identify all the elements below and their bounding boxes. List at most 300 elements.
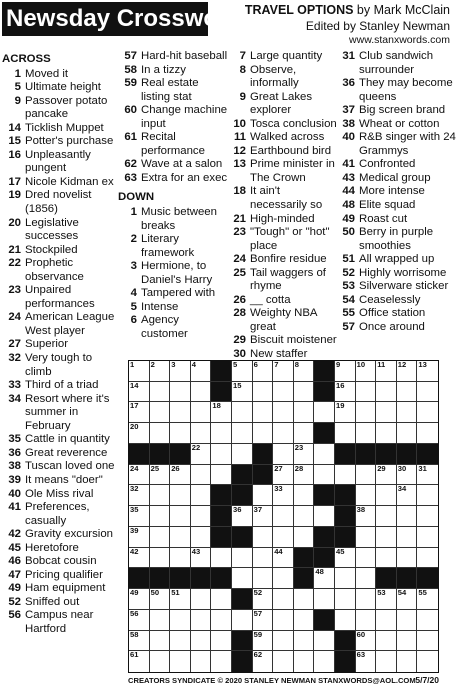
grid-square-number: 45 xyxy=(336,546,345,556)
grid-square[interactable] xyxy=(129,527,150,548)
grid-square[interactable] xyxy=(376,589,397,610)
grid-square[interactable] xyxy=(397,506,418,527)
grid-square[interactable] xyxy=(211,610,232,631)
grid-square[interactable] xyxy=(150,651,171,672)
grid-square[interactable] xyxy=(232,402,253,423)
grid-square[interactable] xyxy=(356,423,377,444)
down-heading: DOWN xyxy=(118,191,155,204)
grid-square[interactable] xyxy=(150,465,171,486)
grid-square[interactable] xyxy=(129,361,150,382)
grid-square[interactable] xyxy=(356,527,377,548)
grid-block xyxy=(253,444,274,465)
grid-square[interactable] xyxy=(294,423,315,444)
grid-square[interactable] xyxy=(294,361,315,382)
puzzle-editor: Edited by Stanley Newman xyxy=(305,19,450,33)
grid-square[interactable] xyxy=(335,548,356,569)
grid-square[interactable] xyxy=(170,548,191,569)
grid-square[interactable] xyxy=(273,444,294,465)
grid-square[interactable] xyxy=(397,651,418,672)
grid-square[interactable] xyxy=(335,589,356,610)
grid-square[interactable] xyxy=(232,361,253,382)
grid-square[interactable] xyxy=(170,402,191,423)
clue-text: Office station xyxy=(359,307,426,320)
grid-square[interactable] xyxy=(294,444,315,465)
across-clue-40 xyxy=(2,488,118,502)
down-clue-list-continued xyxy=(227,50,339,362)
across-clue-52 xyxy=(2,596,118,610)
grid-square[interactable] xyxy=(335,610,356,631)
grid-square[interactable] xyxy=(417,465,438,486)
clue-number: 5 xyxy=(14,81,21,94)
grid-square-number: 13 xyxy=(418,360,427,369)
clue-text: Potter's purchase xyxy=(25,135,114,148)
grid-square[interactable] xyxy=(376,402,397,423)
grid-square[interactable] xyxy=(417,589,438,610)
grid-square[interactable] xyxy=(314,631,335,652)
grid-square[interactable] xyxy=(150,361,171,382)
clue-number: 24 xyxy=(233,253,246,266)
clue-number: 28 xyxy=(233,307,246,320)
grid-square[interactable] xyxy=(211,651,232,672)
across-clue-49 xyxy=(2,582,118,596)
grid-square[interactable] xyxy=(376,527,397,548)
across-clue-35 xyxy=(2,433,118,447)
grid-square[interactable] xyxy=(191,402,212,423)
clue-number: 45 xyxy=(8,541,21,554)
grid-square[interactable] xyxy=(376,610,397,631)
grid-square[interactable] xyxy=(417,382,438,403)
clue-text: Walked across xyxy=(250,131,325,144)
across-clue-list xyxy=(2,68,118,637)
across-clue-15 xyxy=(2,135,118,149)
clue-text: __ cotta xyxy=(250,293,291,306)
grid-square[interactable] xyxy=(129,423,150,444)
grid-block xyxy=(150,444,171,465)
grid-square[interactable] xyxy=(376,548,397,569)
grid-square[interactable] xyxy=(211,444,232,465)
grid-square[interactable] xyxy=(417,651,438,672)
grid-block xyxy=(314,485,335,506)
grid-square[interactable] xyxy=(191,651,212,672)
clue-text: Extra for an exec xyxy=(141,171,228,184)
grid-square[interactable] xyxy=(397,527,418,548)
grid-square[interactable] xyxy=(211,402,232,423)
grid-square[interactable] xyxy=(314,402,335,423)
grid-square[interactable] xyxy=(150,589,171,610)
grid-square[interactable] xyxy=(335,568,356,589)
clue-number: 41 xyxy=(342,158,355,171)
clue-number: 13 xyxy=(233,158,246,171)
clue-text: Berry in purple smoothies xyxy=(359,226,434,252)
clue-text: Third of a triad xyxy=(25,379,99,392)
grid-square[interactable] xyxy=(211,589,232,610)
grid-square[interactable] xyxy=(376,631,397,652)
grid-square[interactable] xyxy=(191,631,212,652)
grid-square[interactable] xyxy=(170,465,191,486)
grid-square[interactable] xyxy=(397,631,418,652)
grid-square[interactable] xyxy=(294,589,315,610)
down-clue-54 xyxy=(336,294,456,308)
grid-square[interactable] xyxy=(191,589,212,610)
grid-square[interactable] xyxy=(314,568,335,589)
grid-square[interactable] xyxy=(191,610,212,631)
grid-square[interactable] xyxy=(356,651,377,672)
grid-square[interactable] xyxy=(294,610,315,631)
across-clue-22 xyxy=(2,257,118,284)
grid-square[interactable] xyxy=(232,506,253,527)
grid-block xyxy=(232,527,253,548)
grid-square[interactable] xyxy=(294,631,315,652)
grid-square[interactable] xyxy=(273,527,294,548)
grid-square[interactable] xyxy=(314,506,335,527)
grid-square[interactable] xyxy=(253,361,274,382)
grid-square-number: 2 xyxy=(150,360,155,369)
grid-square[interactable] xyxy=(397,402,418,423)
grid-square[interactable] xyxy=(170,423,191,444)
grid-square[interactable] xyxy=(335,361,356,382)
clue-text: Observe, informally xyxy=(250,63,299,90)
grid-square[interactable] xyxy=(191,382,212,403)
clue-number: 23 xyxy=(8,284,21,297)
grid-square[interactable] xyxy=(335,402,356,423)
grid-square[interactable] xyxy=(232,423,253,444)
grid-square[interactable] xyxy=(273,423,294,444)
grid-square[interactable] xyxy=(417,610,438,631)
clue-text: All wrapped up xyxy=(359,253,435,266)
grid-square[interactable] xyxy=(356,382,377,403)
grid-square[interactable] xyxy=(356,361,377,382)
across-clue-41 xyxy=(2,501,118,528)
clue-number: 37 xyxy=(342,104,355,117)
clue-text: Biscuit moistener xyxy=(250,334,337,347)
grid-square-number: 29 xyxy=(377,463,386,473)
grid-square[interactable] xyxy=(273,382,294,403)
grid-square[interactable] xyxy=(191,444,212,465)
clue-number: 34 xyxy=(8,392,21,405)
grid-square[interactable] xyxy=(253,568,274,589)
clue-number: 47 xyxy=(8,568,21,581)
grid-square[interactable] xyxy=(129,402,150,423)
grid-square[interactable] xyxy=(150,548,171,569)
grid-square[interactable] xyxy=(356,631,377,652)
grid-square[interactable] xyxy=(129,651,150,672)
clue-number: 38 xyxy=(342,117,355,130)
grid-square[interactable] xyxy=(150,423,171,444)
grid-square[interactable] xyxy=(150,485,171,506)
across-clue-59 xyxy=(118,77,228,104)
grid-block xyxy=(356,444,377,465)
clue-text: Pricing qualifier xyxy=(25,568,103,581)
clue-number: 40 xyxy=(8,487,21,500)
clue-number: 62 xyxy=(124,158,137,171)
clue-text: Tosca conclusion xyxy=(250,117,337,130)
grid-square[interactable] xyxy=(417,527,438,548)
grid-square[interactable] xyxy=(273,402,294,423)
grid-square[interactable] xyxy=(191,527,212,548)
grid-square[interactable] xyxy=(273,548,294,569)
grid-square[interactable] xyxy=(314,589,335,610)
grid-square-number: 10 xyxy=(356,360,366,369)
grid-block xyxy=(335,485,356,506)
grid-square[interactable] xyxy=(129,465,150,486)
grid-square[interactable] xyxy=(376,465,397,486)
grid-square[interactable] xyxy=(191,485,212,506)
grid-square[interactable] xyxy=(170,610,191,631)
grid-square[interactable] xyxy=(356,506,377,527)
grid-square[interactable] xyxy=(232,444,253,465)
grid-square[interactable] xyxy=(356,465,377,486)
puzzle-title-line xyxy=(245,3,450,17)
clue-number: 57 xyxy=(124,50,137,62)
clue-number: 11 xyxy=(233,131,246,144)
grid-square[interactable] xyxy=(397,423,418,444)
grid-square[interactable] xyxy=(211,548,232,569)
clue-text: It ain't necessarily so xyxy=(250,185,323,212)
grid-square[interactable] xyxy=(397,548,418,569)
grid-square[interactable] xyxy=(273,631,294,652)
grid-square[interactable] xyxy=(150,631,171,652)
grid-block xyxy=(211,527,232,548)
down-clue-list xyxy=(118,206,228,341)
grid-square[interactable] xyxy=(417,631,438,652)
clue-text: More intense xyxy=(359,185,425,198)
grid-square[interactable] xyxy=(417,548,438,569)
grid-block xyxy=(232,631,253,652)
grid-square[interactable] xyxy=(273,589,294,610)
grid-square[interactable] xyxy=(253,548,274,569)
grid-square[interactable] xyxy=(397,465,418,486)
down-clue-24 xyxy=(227,253,339,267)
grid-square[interactable] xyxy=(335,465,356,486)
across-clue-61 xyxy=(118,131,228,158)
grid-square[interactable] xyxy=(356,610,377,631)
grid-square[interactable] xyxy=(335,382,356,403)
down-clue-12 xyxy=(227,145,339,159)
down-clue-5 xyxy=(118,301,228,315)
clue-number: 24 xyxy=(8,311,21,324)
grid-square[interactable] xyxy=(150,610,171,631)
grid-square[interactable] xyxy=(417,361,438,382)
clue-number: 2 xyxy=(130,233,137,246)
grid-square[interactable] xyxy=(253,527,274,548)
clue-number: 9 xyxy=(239,90,246,103)
grid-block xyxy=(232,465,253,486)
clue-number: 5 xyxy=(130,300,137,313)
clue-text: Superior xyxy=(25,338,69,351)
down-clue-6 xyxy=(118,314,228,341)
grid-block xyxy=(294,568,315,589)
grid-square[interactable] xyxy=(314,651,335,672)
grid-square[interactable] xyxy=(273,651,294,672)
grid-square[interactable] xyxy=(150,527,171,548)
grid-square[interactable] xyxy=(232,568,253,589)
grid-square[interactable] xyxy=(376,506,397,527)
grid-square[interactable] xyxy=(253,402,274,423)
grid-square[interactable] xyxy=(417,485,438,506)
grid-square[interactable] xyxy=(397,610,418,631)
across-clue-19 xyxy=(2,189,118,216)
clue-text: Ticklish Muppet xyxy=(25,121,104,134)
grid-block xyxy=(170,444,191,465)
grid-square[interactable] xyxy=(129,485,150,506)
clue-number: 60 xyxy=(124,104,137,117)
grid-square[interactable] xyxy=(191,506,212,527)
grid-square[interactable] xyxy=(417,423,438,444)
grid-square[interactable] xyxy=(273,610,294,631)
grid-square[interactable] xyxy=(376,651,397,672)
clue-text: They may become queens xyxy=(359,77,453,103)
grid-block xyxy=(314,361,335,382)
puzzle-author: by Mark McClain xyxy=(356,3,450,17)
clue-number: 54 xyxy=(342,293,355,306)
grid-square[interactable] xyxy=(273,485,294,506)
grid-square[interactable] xyxy=(273,568,294,589)
grid-square[interactable] xyxy=(294,651,315,672)
grid-square[interactable] xyxy=(232,610,253,631)
grid-square[interactable] xyxy=(417,506,438,527)
grid-square[interactable] xyxy=(356,485,377,506)
grid-square-number: 36 xyxy=(233,505,242,515)
clue-number: 10 xyxy=(233,117,246,130)
grid-square[interactable] xyxy=(253,485,274,506)
grid-square[interactable] xyxy=(150,506,171,527)
clue-text: Literary framework xyxy=(141,233,195,259)
grid-square[interactable] xyxy=(417,402,438,423)
grid-square[interactable] xyxy=(397,589,418,610)
grid-square[interactable] xyxy=(294,465,315,486)
grid-square[interactable] xyxy=(232,548,253,569)
grid-square-number: 55 xyxy=(418,588,427,598)
grid-square[interactable] xyxy=(129,610,150,631)
across-clue-16 xyxy=(2,149,118,176)
grid-square-number: 30 xyxy=(397,463,407,473)
clue-number: 36 xyxy=(8,446,21,459)
clue-number: 14 xyxy=(8,121,21,134)
grid-block xyxy=(335,506,356,527)
grid-square[interactable] xyxy=(129,382,150,403)
grid-square[interactable] xyxy=(314,444,335,465)
grid-square[interactable] xyxy=(170,527,191,548)
grid-square[interactable] xyxy=(253,506,274,527)
grid-square[interactable] xyxy=(150,402,171,423)
grid-square[interactable] xyxy=(294,402,315,423)
grid-square[interactable] xyxy=(397,361,418,382)
grid-square[interactable] xyxy=(356,589,377,610)
grid-square[interactable] xyxy=(150,382,171,403)
grid-square[interactable] xyxy=(232,382,253,403)
grid-square[interactable] xyxy=(253,631,274,652)
grid-square[interactable] xyxy=(129,631,150,652)
across-clue-9 xyxy=(2,95,118,122)
across-clue-45 xyxy=(2,542,118,556)
clue-number: 8 xyxy=(239,63,246,76)
grid-square-number: 18 xyxy=(212,401,221,411)
grid-square[interactable] xyxy=(129,548,150,569)
grid-square-number: 4 xyxy=(191,360,197,369)
clue-number: 6 xyxy=(130,314,137,327)
clue-number: 21 xyxy=(8,243,21,256)
grid-square[interactable] xyxy=(273,506,294,527)
grid-square[interactable] xyxy=(170,361,191,382)
grid-square[interactable] xyxy=(211,465,232,486)
grid-square[interactable] xyxy=(129,506,150,527)
grid-square[interactable] xyxy=(129,589,150,610)
grid-square[interactable] xyxy=(170,631,191,652)
clue-number: 21 xyxy=(233,212,246,225)
grid-square[interactable] xyxy=(376,382,397,403)
grid-square[interactable] xyxy=(191,423,212,444)
grid-square[interactable] xyxy=(294,527,315,548)
grid-square[interactable] xyxy=(253,423,274,444)
grid-square[interactable] xyxy=(211,423,232,444)
grid-square[interactable] xyxy=(253,651,274,672)
grid-square[interactable] xyxy=(253,589,274,610)
crossword-grid xyxy=(128,360,439,673)
clue-text: Hermione, to Daniel's Harry xyxy=(141,260,213,286)
grid-square[interactable] xyxy=(397,485,418,506)
down-clue-10 xyxy=(227,118,339,132)
clue-number: 56 xyxy=(8,609,21,622)
grid-square[interactable] xyxy=(376,485,397,506)
clue-text: Earthbound bird xyxy=(250,144,332,157)
grid-square[interactable] xyxy=(273,465,294,486)
grid-square[interactable] xyxy=(253,382,274,403)
grid-square[interactable] xyxy=(294,506,315,527)
grid-square[interactable] xyxy=(191,465,212,486)
across-clue-32 xyxy=(2,352,118,379)
grid-square[interactable] xyxy=(253,610,274,631)
down-clue-53 xyxy=(336,280,456,294)
grid-block xyxy=(211,506,232,527)
grid-square[interactable] xyxy=(356,548,377,569)
grid-square[interactable] xyxy=(314,465,335,486)
grid-square[interactable] xyxy=(191,361,212,382)
clue-text: Bobcat cousin xyxy=(25,555,97,568)
clue-number: 32 xyxy=(8,352,21,365)
grid-square[interactable] xyxy=(170,589,191,610)
grid-square[interactable] xyxy=(294,485,315,506)
grid-square[interactable] xyxy=(356,568,377,589)
grid-square[interactable] xyxy=(191,548,212,569)
across-clue-24 xyxy=(2,311,118,338)
grid-square[interactable] xyxy=(376,423,397,444)
grid-square[interactable] xyxy=(170,506,191,527)
grid-square[interactable] xyxy=(170,382,191,403)
grid-square[interactable] xyxy=(397,382,418,403)
grid-square[interactable] xyxy=(335,423,356,444)
grid-block xyxy=(314,382,335,403)
grid-square[interactable] xyxy=(376,361,397,382)
grid-square[interactable] xyxy=(273,361,294,382)
clue-number: 52 xyxy=(342,266,355,279)
clue-text: Big screen brand xyxy=(359,104,446,117)
down-clue-49 xyxy=(336,213,456,227)
clue-number: 49 xyxy=(8,582,21,595)
clue-text: Moved it xyxy=(25,67,69,80)
clue-number: 12 xyxy=(233,144,246,157)
down-clue-18 xyxy=(227,185,339,212)
clue-number: 49 xyxy=(342,212,355,225)
grid-square[interactable] xyxy=(170,651,191,672)
grid-square[interactable] xyxy=(170,485,191,506)
grid-square[interactable] xyxy=(356,402,377,423)
grid-square[interactable] xyxy=(294,382,315,403)
grid-square[interactable] xyxy=(211,631,232,652)
clue-text: Great Lakes explorer xyxy=(250,90,313,117)
down-clue-2 xyxy=(118,233,228,260)
clue-text: "Tough" or "hot" place xyxy=(250,226,330,252)
grid-block xyxy=(211,485,232,506)
